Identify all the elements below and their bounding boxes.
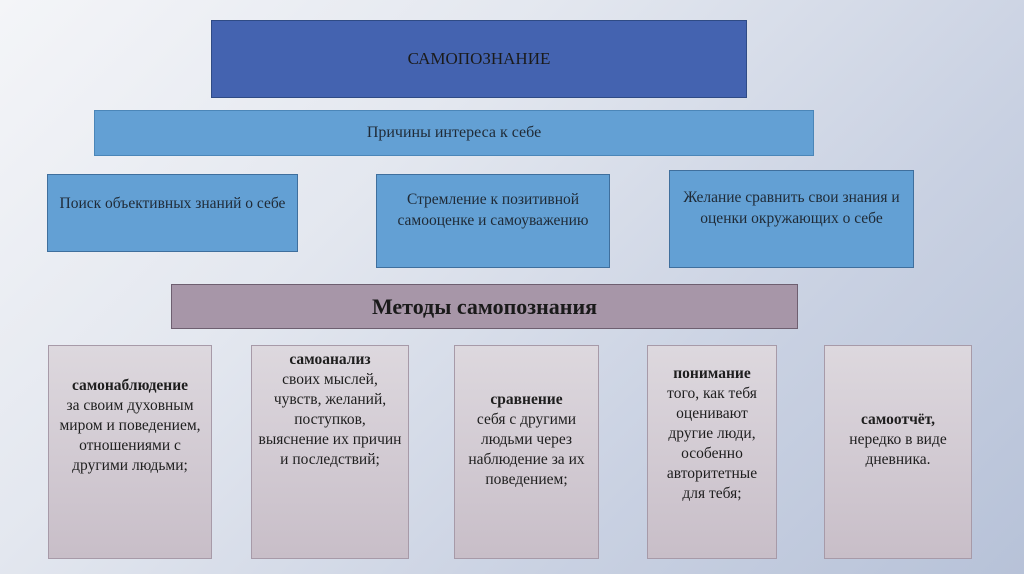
reason-box-1 [47, 174, 298, 252]
title-box [211, 20, 747, 98]
method-box-1 [48, 345, 212, 559]
reason-text-2: Стремление к позитивной самооценке и самоуважению [397, 191, 589, 229]
method-head-1: самонаблюдение [71, 377, 189, 394]
reasons-header-text: Причины интереса к себе [366, 124, 542, 141]
reason-box-2 [376, 174, 610, 268]
methods-header-text: Методы самопознания [371, 293, 598, 319]
title-text: САМОПОЗНАНИЕ [407, 49, 551, 68]
method-box-3 [454, 345, 599, 559]
method-text-1: за своим духовным миром и поведением, отношениями с другими людьми; [59, 397, 201, 474]
method-text-5: нередко в виде дневника. [849, 431, 947, 468]
reason-text-1: Поиск объективных знаний о себе [59, 195, 286, 212]
method-head-3: сравнение [490, 391, 563, 408]
reason-box-3 [669, 170, 914, 268]
method-head-5: самоотчёт, [860, 411, 936, 428]
method-text-3: себя с другими людьми через наблюдение за их поведением; [468, 411, 585, 488]
method-head-4: понимание [673, 365, 751, 382]
method-box-2 [251, 345, 409, 559]
method-box-5 [824, 345, 972, 559]
method-head-2: самоанализ [289, 351, 371, 368]
method-box-4 [647, 345, 777, 559]
methods-header-box [171, 284, 798, 329]
reason-text-3: Желание сравнить свои знания и оценки окружающих о себе [683, 189, 900, 227]
method-text-4: того, как тебя оценивают другие люди, особенно авторитетные для тебя; [666, 385, 758, 502]
method-text-2: своих мыслей, чувств, желаний, поступков, выяснение их причин и последствий; [258, 371, 402, 468]
reasons-header-box [94, 110, 814, 156]
